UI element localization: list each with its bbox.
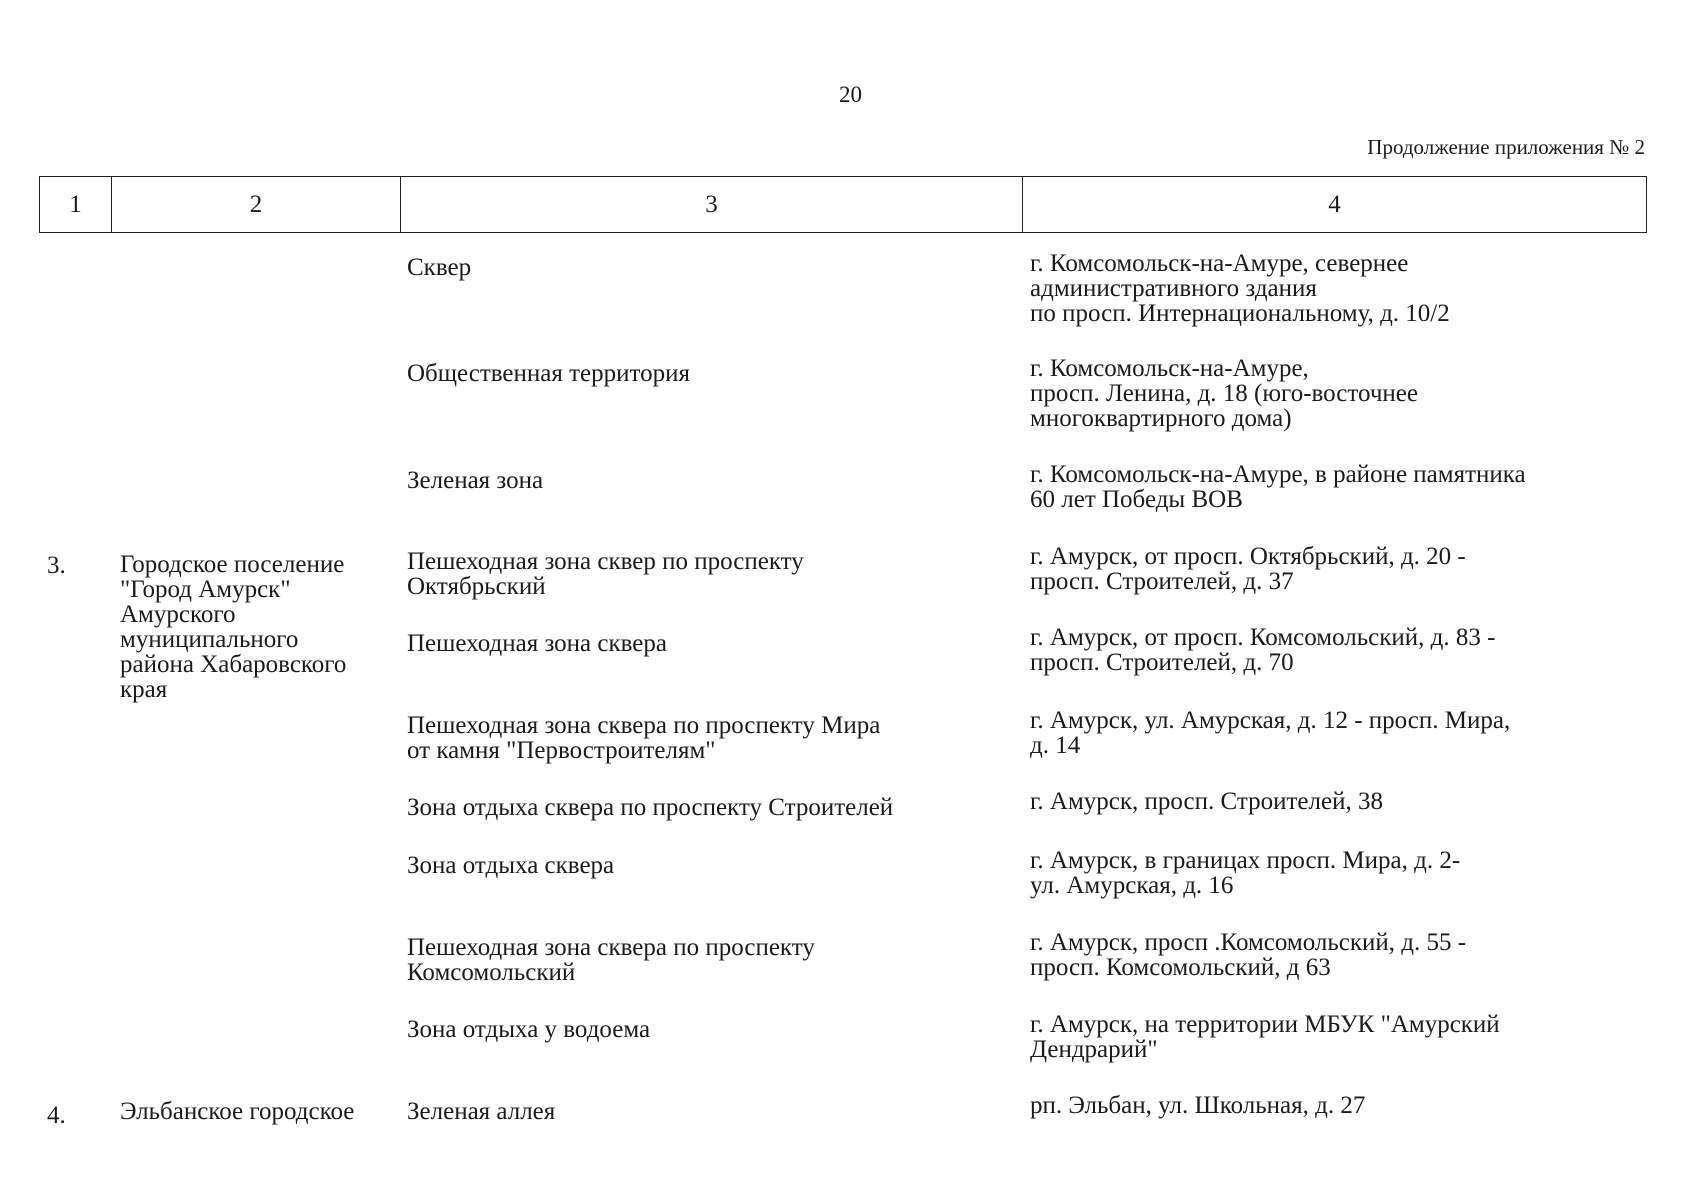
header-cell-4: 4 xyxy=(1328,190,1341,218)
object-address: г. Амурск, ул. Амурская, д. 12 - просп. Мира, д. 14 xyxy=(1030,707,1511,759)
object-address: г. Амурск, просп .Комсомольский, д. 55 - просп. Комсомольский, д 63 xyxy=(1030,929,1467,981)
header-cell-2: 2 xyxy=(112,177,401,232)
object-name: Зеленая зона xyxy=(407,467,544,494)
object-address: г. Амурск, от просп. Октябрьский, д. 20 - просп. Строителей, д. 37 xyxy=(1030,543,1466,595)
header-cell-3: 3 xyxy=(401,177,1023,232)
appendix-label: Продолжение приложения № 2 xyxy=(1367,135,1645,159)
object-address: г. Амурск, просп. Строителей, 38 xyxy=(1030,788,1383,815)
object-address: г. Комсомольск-на-Амуре, просп. Ленина, д. 18 (юго-восточнее многоквартирного дома) xyxy=(1030,355,1418,432)
object-name: Пешеходная зона сквера по проспекту Комсомольский xyxy=(407,934,815,986)
object-address: г. Амурск, на территории МБУК "Амурский Дендрарий" xyxy=(1030,1011,1500,1063)
object-address: г. Комсомольск-на-Амуре, севернее административного здания по просп. Интернациональному, д. 10/2 xyxy=(1030,250,1450,327)
object-name: Зеленая аллея xyxy=(407,1098,556,1125)
object-name: Зона отдыха сквера по проспекту Строителей xyxy=(407,794,894,821)
object-name: Зона отдыха сквера xyxy=(407,852,615,879)
municipality-name: Городское поселение "Город Амурск" Амурского муниципального района Хабаровского края xyxy=(120,551,347,703)
table-header xyxy=(39,176,1647,233)
row-number: 4. xyxy=(47,1102,66,1129)
page-number: 20 xyxy=(839,82,862,107)
object-address: г. Комсомольск-на-Амуре, в районе памятника 60 лет Победы ВОВ xyxy=(1030,461,1526,513)
object-name: Сквер xyxy=(407,254,472,281)
object-name: Пешеходная зона сквер по проспекту Октябрьский xyxy=(407,548,804,600)
object-address: г. Амурск, от просп. Комсомольский, д. 83 - просп. Строителей, д. 70 xyxy=(1030,624,1496,676)
object-address: рп. Эльбан, ул. Школьная, д. 27 xyxy=(1030,1092,1366,1119)
object-name: Пешеходная зона сквера xyxy=(407,630,667,657)
municipality-name: Эльбанское городское xyxy=(120,1098,355,1125)
object-name: Общественная территория xyxy=(407,360,690,387)
object-name: Пешеходная зона сквера по проспекту Мира от камня "Первостроителям" xyxy=(407,712,881,764)
row-number: 3. xyxy=(47,552,66,579)
object-address: г. Амурск, в границах просп. Мира, д. 2- ул. Амурская, д. 16 xyxy=(1030,847,1461,899)
object-name: Зона отдыха у водоема xyxy=(407,1016,651,1043)
header-cell-1: 1 xyxy=(40,177,112,232)
